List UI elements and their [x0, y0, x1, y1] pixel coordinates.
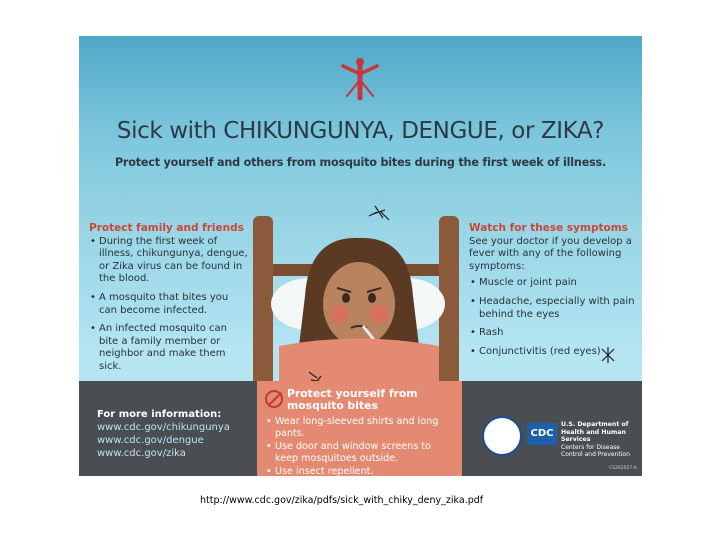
symptoms-heading: Watch for these symptoms	[469, 222, 628, 234]
mosquito-icon	[337, 54, 383, 106]
agency-name	[561, 421, 641, 459]
poster-subtitle: Protect yourself and others from mosquito bites during the first week of illness.	[114, 156, 607, 169]
protect-family-bullet: • During the first week of illness, chikungunya, dengue, or Zika virus can be found in the blood.	[99, 236, 249, 286]
protect-family-column	[89, 222, 249, 380]
cdc-logo: CDC	[527, 423, 557, 445]
poster-title: Sick with CHIKUNGUNYA, DENGUE, or ZIKA?	[116, 118, 605, 144]
cdc-poster	[79, 36, 642, 476]
hhs-seal-logo	[482, 416, 522, 456]
agency-line: Centers for Disease	[561, 443, 620, 451]
protect-bullet: • Wear long-sleeved shirts and long pants.	[275, 416, 455, 439]
protect-family-bullet: • A mosquito that bites you can become infected.	[99, 292, 249, 317]
agency-line: Health and Human Services	[561, 428, 626, 443]
protect-family-bullet: • An infected mosquito can bite a family member or neighbor and make them sick.	[99, 323, 249, 373]
symptom-bullet: • Conjunctivitis (red eyes)	[479, 346, 639, 359]
symptom-bullet: • Headache, especially with pain behind the eyes	[479, 296, 639, 321]
protect-bullet: • Use insect repellent.	[275, 466, 455, 476]
more-info-block	[97, 408, 230, 460]
protect-yourself-block	[265, 388, 455, 476]
symptoms-intro: See your doctor if you develop a fever with any of the following symptoms:	[469, 235, 632, 272]
source-url[interactable]: http://www.cdc.gov/zika/pdfs/sick_with_chiky_deny_zika.pdf	[200, 495, 484, 506]
symptom-bullet: • Muscle or joint pain	[479, 277, 639, 290]
dengue-link[interactable]: www.cdc.gov/dengue	[97, 435, 204, 446]
protect-family-heading: Protect family and friends	[89, 222, 244, 234]
agency-line: Control and Prevention	[561, 451, 630, 458]
symptom-bullet: • Rash	[479, 327, 639, 340]
sick-girl-illustration	[239, 196, 479, 396]
zika-link[interactable]: www.cdc.gov/zika	[97, 448, 186, 459]
symptoms-column	[469, 222, 639, 364]
publication-code: CS262057-A	[609, 466, 637, 471]
protect-bullet: • Use door and window screens to keep mosquitoes outside.	[275, 441, 455, 464]
protect-yourself-heading: Protect yourself from mosquito bites	[287, 387, 418, 412]
agency-line: U.S. Department of	[561, 421, 629, 428]
chikungunya-link[interactable]: www.cdc.gov/chikungunya	[97, 422, 230, 433]
more-info-heading: For more information:	[97, 409, 222, 420]
